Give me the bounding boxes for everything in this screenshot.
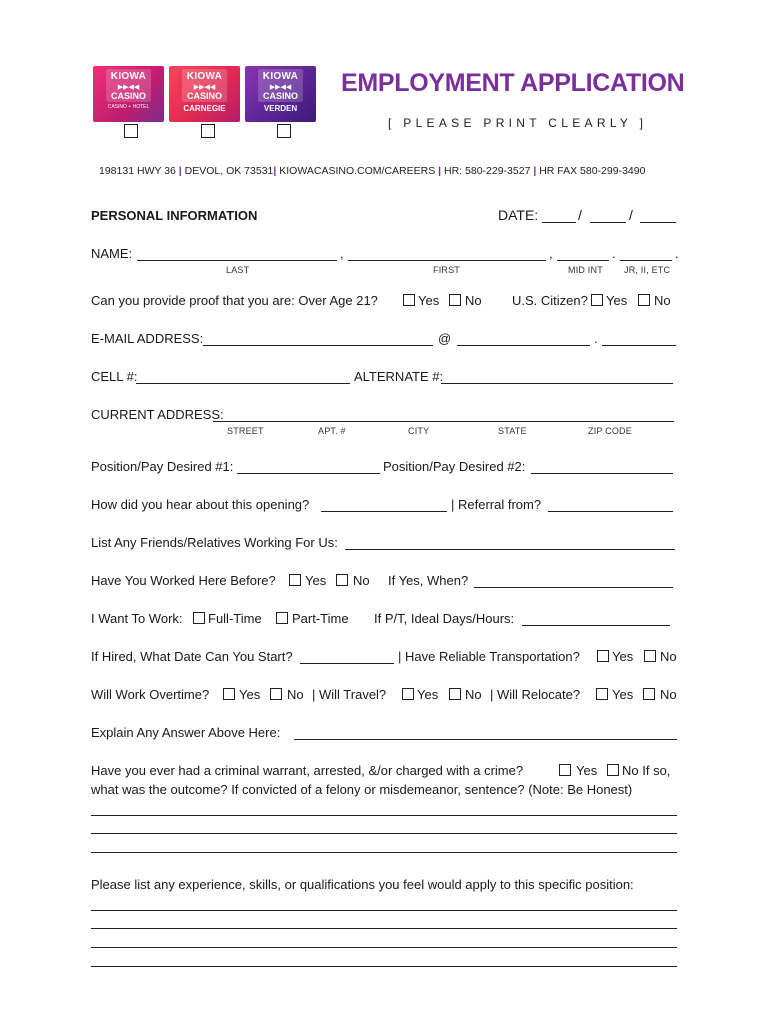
middle-initial-field[interactable] — [557, 260, 609, 261]
relocate-label: | Will Relocate? — [490, 687, 581, 702]
separator: | — [438, 165, 442, 177]
if-yes-when-label: If Yes, When? — [388, 573, 469, 588]
date-separator: / — [629, 207, 633, 223]
start-date-label: If Hired, What Date Can You Start? — [91, 649, 293, 664]
want-work-label: I Want To Work: — [91, 611, 183, 626]
worked-before-yes-label: Yes — [305, 573, 327, 588]
worked-before-yes-checkbox[interactable] — [289, 574, 301, 586]
address-street: 198131 HWY 36 — [99, 165, 176, 177]
crime-no-checkbox[interactable] — [607, 764, 619, 776]
transport-no-label: No — [660, 649, 677, 664]
overtime-no-label: No — [287, 687, 304, 702]
relocate-yes-checkbox[interactable] — [596, 688, 608, 700]
over21-yes-label: Yes — [418, 293, 440, 308]
email-label: E-MAIL ADDRESS: — [91, 331, 204, 346]
logo-kiowa-carnegie — [169, 66, 240, 122]
travel-yes-label: Yes — [417, 687, 439, 702]
separator: | — [533, 165, 537, 177]
experience-line-2[interactable] — [91, 928, 677, 929]
travel-no-label: No — [465, 687, 482, 702]
over21-yes-checkbox[interactable] — [403, 294, 415, 306]
crime-question-line1: Have you ever had a criminal warrant, arrested, &/or charged with a crime? — [91, 763, 524, 778]
worked-before-label: Have You Worked Here Before? — [91, 573, 276, 588]
hear-label: How did you hear about this opening? — [91, 497, 310, 512]
logo-tag: VERDEN — [263, 104, 298, 113]
overtime-yes-label: Yes — [239, 687, 261, 702]
experience-line-4[interactable] — [91, 966, 677, 967]
alternate-field[interactable] — [441, 383, 673, 384]
position1-label: Position/Pay Desired #1: — [91, 459, 234, 474]
separator: | — [273, 165, 277, 177]
address-sub-city: CITY — [408, 426, 430, 436]
transport-yes-label: Yes — [612, 649, 634, 664]
crime-answer-line-2[interactable] — [91, 833, 677, 834]
date-day-field[interactable] — [590, 222, 626, 223]
logo-brand: KIOWA — [186, 71, 223, 82]
friends-label: List Any Friends/Relatives Working For Us: — [91, 535, 338, 550]
logo-brand: KIOWA — [110, 71, 147, 82]
cell-field[interactable] — [136, 383, 350, 384]
address-sub-street: STREET — [227, 426, 264, 436]
relocate-no-label: No — [660, 687, 677, 702]
address-sub-zip: ZIP CODE — [588, 426, 632, 436]
start-date-field[interactable] — [300, 663, 394, 664]
date-month-field[interactable] — [542, 222, 576, 223]
alternate-label: ALTERNATE #: — [354, 369, 444, 384]
experience-line-1[interactable] — [91, 910, 677, 911]
referral-field[interactable] — [548, 511, 673, 512]
proof-question: Can you provide proof that you are: Over Age 21? — [91, 293, 378, 308]
dot: . — [612, 246, 616, 261]
section-heading-personal: PERSONAL INFORMATION — [91, 208, 258, 223]
friends-field[interactable] — [345, 549, 675, 550]
suffix-field[interactable] — [620, 260, 672, 261]
worked-before-no-label: No — [353, 573, 370, 588]
pt-days-field[interactable] — [522, 625, 670, 626]
address-label: CURRENT ADDRESS: — [91, 407, 224, 422]
logo-kiowa-verden — [245, 66, 316, 122]
address-website: KIOWACASINO.COM/CAREERS — [279, 165, 436, 177]
logo-casino: CASINO — [110, 91, 146, 101]
date-separator: / — [578, 207, 582, 223]
position1-field[interactable] — [237, 473, 380, 474]
logo-casino: CASINO — [186, 91, 222, 101]
location-checkbox-carnegie[interactable] — [201, 124, 215, 138]
name-sub-last: LAST — [226, 265, 250, 275]
name-sub-suffix: JR, II, ETC — [624, 265, 671, 275]
crime-question-line2: what was the outcome? If convicted of a felony or misdemeanor, sentence? (Note: Be Honest) — [91, 782, 633, 797]
position2-label: Position/Pay Desired #2: — [383, 459, 526, 474]
dot: . — [675, 246, 679, 261]
name-label: NAME: — [91, 246, 133, 261]
logo-deco: ▶▶◀◀ — [117, 84, 140, 91]
relocate-yes-label: Yes — [612, 687, 634, 702]
explain-label: Explain Any Answer Above Here: — [91, 725, 281, 740]
last-name-field[interactable] — [137, 260, 337, 261]
over21-no-label: No — [465, 293, 482, 308]
address-hr-phone: HR: 580-229-3527 — [444, 165, 531, 177]
position2-field[interactable] — [531, 473, 673, 474]
location-checkbox-verden[interactable] — [277, 124, 291, 138]
name-sub-mid: MID INT — [568, 265, 603, 275]
relocate-no-checkbox[interactable] — [643, 688, 655, 700]
crime-answer-line-3[interactable] — [91, 852, 677, 853]
dot: . — [594, 331, 598, 346]
worked-before-no-checkbox[interactable] — [336, 574, 348, 586]
part-time-checkbox[interactable] — [276, 612, 288, 624]
crime-no-label: No If so, — [622, 763, 671, 778]
date-year-field[interactable] — [640, 222, 676, 223]
comma: , — [340, 246, 344, 261]
crime-yes-label: Yes — [576, 763, 598, 778]
address-sub-apt: APT. # — [318, 426, 346, 436]
comma: , — [549, 246, 553, 261]
date-label: DATE: — [498, 207, 539, 223]
hear-field[interactable] — [321, 511, 447, 512]
address-hr-fax: HR FAX 580-299-3490 — [539, 165, 646, 177]
travel-yes-checkbox[interactable] — [402, 688, 414, 700]
logo-casino: CASINO — [262, 91, 298, 101]
first-name-field[interactable] — [348, 260, 546, 261]
email-tld-field[interactable] — [602, 345, 676, 346]
overtime-yes-checkbox[interactable] — [223, 688, 235, 700]
address-field[interactable] — [213, 421, 674, 422]
transport-yes-checkbox[interactable] — [597, 650, 609, 662]
at-sign: @ — [438, 331, 452, 346]
over21-no-checkbox[interactable] — [449, 294, 461, 306]
overtime-label: Will Work Overtime? — [91, 687, 210, 702]
overtime-no-checkbox[interactable] — [270, 688, 282, 700]
page-title: EMPLOYMENT APPLICATION — [341, 69, 685, 97]
citizen-no-checkbox[interactable] — [638, 294, 650, 306]
logo-brand: KIOWA — [262, 71, 299, 82]
logo-kiowa-casino-hotel — [93, 66, 164, 122]
crime-yes-checkbox[interactable] — [559, 764, 571, 776]
address-sub-state: STATE — [498, 426, 527, 436]
experience-label: Please list any experience, skills, or qualifications you feel would apply to this specific position: — [91, 877, 634, 892]
travel-no-checkbox[interactable] — [449, 688, 461, 700]
citizen-yes-checkbox[interactable] — [591, 294, 603, 306]
full-time-label: Full-Time — [208, 611, 262, 626]
experience-line-3[interactable] — [91, 947, 677, 948]
explain-field[interactable] — [294, 739, 677, 740]
transport-label: | Have Reliable Transportation? — [398, 649, 580, 664]
citizen-yes-label: Yes — [606, 293, 628, 308]
referral-label: | Referral from? — [451, 497, 542, 512]
address-city: DEVOL, OK 73531 — [184, 165, 274, 177]
full-time-checkbox[interactable] — [193, 612, 205, 624]
citizen-no-label: No — [654, 293, 671, 308]
logo-deco: ▶▶◀◀ — [269, 84, 292, 91]
pt-days-label: If P/T, Ideal Days/Hours: — [374, 611, 515, 626]
crime-answer-line-1[interactable] — [91, 815, 677, 816]
cell-label: CELL #: — [91, 369, 138, 384]
part-time-label: Part-Time — [292, 611, 349, 626]
separator: | — [178, 165, 182, 177]
logo-deco: ▶▶◀◀ — [193, 84, 216, 91]
logo-tag: CARNEGIE — [183, 104, 226, 113]
logo-tag: CASINO + HOTEL — [107, 104, 150, 110]
travel-label: | Will Travel? — [312, 687, 387, 702]
location-checkbox-casino-hotel[interactable] — [124, 124, 138, 138]
name-sub-first: FIRST — [433, 265, 460, 275]
citizen-question: U.S. Citizen? — [512, 293, 588, 308]
email-user-field[interactable] — [203, 345, 433, 346]
email-domain-field[interactable] — [457, 345, 590, 346]
transport-no-checkbox[interactable] — [644, 650, 656, 662]
contact-address-line — [99, 165, 645, 177]
print-clearly-note: [ PLEASE PRINT CLEARLY ] — [388, 116, 648, 130]
if-yes-when-field[interactable] — [474, 587, 673, 588]
